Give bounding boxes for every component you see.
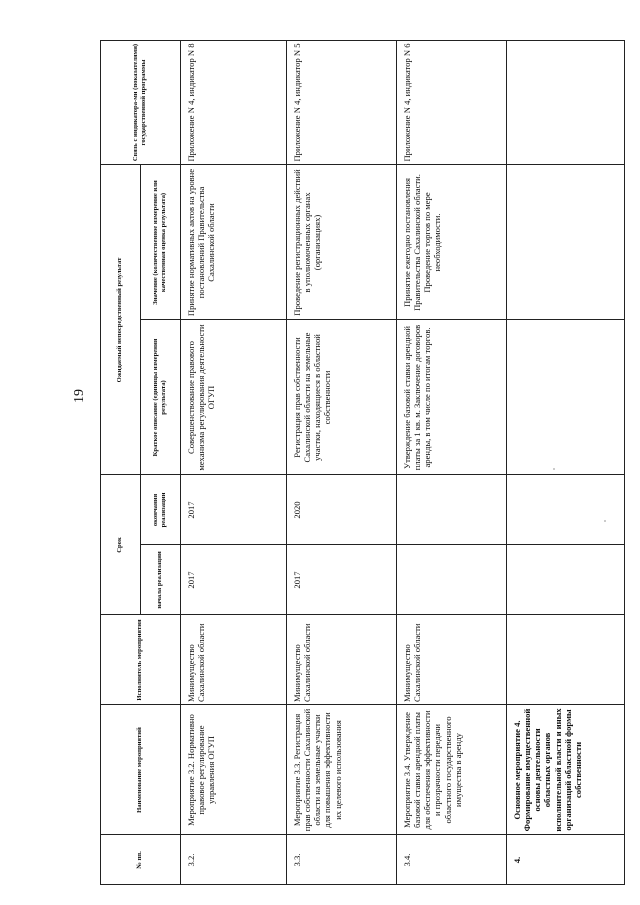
table-cell-end — [400, 475, 504, 545]
header-end: окончания реализации — [152, 492, 167, 528]
table-cell-value: Проведение регистрационных действий в уполномоченных органах (организациях) — [292, 169, 323, 316]
table-cell-value: Принятие нормативных актов на уровне постановлений Правительства Сахалинской области — [186, 168, 217, 317]
header-value: Значение (количественное измерение или качественная оценка результата) — [152, 180, 167, 305]
table-cell-start — [510, 545, 623, 615]
header-link: Связь с индикатора-ми (показателями) государственной программы — [132, 43, 147, 162]
row-separator — [506, 40, 507, 885]
table-cell-exec: Минимущество Сахалинской области — [186, 623, 207, 702]
header-term: Срок — [116, 537, 124, 553]
table-cell-link — [510, 40, 623, 165]
header-exec: Исполнитель мероприятия — [136, 619, 144, 701]
table-cell-short-desc: Совершенствование правового механизма регулирования деятельности ОГУП — [186, 324, 217, 471]
row-line — [180, 40, 181, 885]
table-cell-name: Мероприятие 3.2. Нормативно правовое регулирование управления ОГУП — [186, 714, 217, 826]
table-cell-end: 2020 — [292, 501, 302, 519]
table-cell-short-desc — [510, 320, 623, 475]
table-cell-value — [510, 165, 623, 320]
table-cell-short-desc: Утверждение базовой ставки арендной платы за 1 кв. м. Заключение договоров аренды, в том числе по итогам торгов. — [402, 324, 433, 471]
table-cell-name: Мероприятие 3.3. Регистрация прав собственности Сахалинской области на земельные участки для повышения эффективности их целевого использования — [292, 708, 343, 832]
table-cell-link: Приложение N 4, индикатор N 6 — [402, 43, 412, 162]
table-cell-value: Принятие ежегодно постановления Правительства Сахалинской области. Проведение торгов по мере необходимости. — [402, 174, 443, 311]
table-cell-num: 3.4. — [402, 853, 412, 867]
table-cell-start: 2017 — [186, 571, 196, 589]
table-cell-num: 3.3. — [292, 853, 302, 867]
table-cell-start: 2017 — [292, 571, 302, 589]
header-expected: Ожидаемый непосредственный результат — [116, 257, 124, 383]
header-short-desc: Краткое описание (единицы измерения результата) — [152, 338, 167, 457]
row-separator — [286, 40, 287, 885]
table-cell-exec: Минимущество Сахалинской области — [402, 623, 423, 702]
table-cell-link: Приложение N 4, индикатор N 5 — [292, 43, 302, 162]
table-cell-num: 4. — [512, 856, 522, 864]
table-cell-end — [510, 475, 623, 545]
page-number: 19 — [72, 389, 87, 403]
table-cell-link: Приложение N 4, индикатор N 8 — [186, 43, 196, 162]
header-start: начала реализации — [156, 551, 164, 609]
table-cell-end: 2017 — [186, 501, 196, 519]
table-cell-num: 3.2. — [186, 853, 196, 867]
row-separator — [396, 40, 397, 885]
table-cell-short-desc: Регистрация прав собственности Сахалинской области на земельные участки, находящиеся в областной собственности — [292, 332, 333, 463]
table-cell-name: Мероприятие 3.4. Утверждение базовой ставки арендной платы для обеспечения эффективности и прозрачности передачи областного государственного имущества в аренду — [402, 710, 463, 830]
table-cell-exec — [510, 615, 623, 705]
table-cell-start — [400, 545, 504, 615]
table-cell-name: Основное мероприятие 4. Формирование имущественной основы деятельности областных органов исполнительной власти и иных организаций областной формы собственности — [512, 708, 583, 832]
header-num: № пп. — [136, 851, 144, 869]
header-name: Наименование мероприятий — [136, 727, 144, 813]
table-cell-exec: Минимущество Сахалинской области — [292, 623, 313, 702]
program-table — [100, 40, 625, 885]
